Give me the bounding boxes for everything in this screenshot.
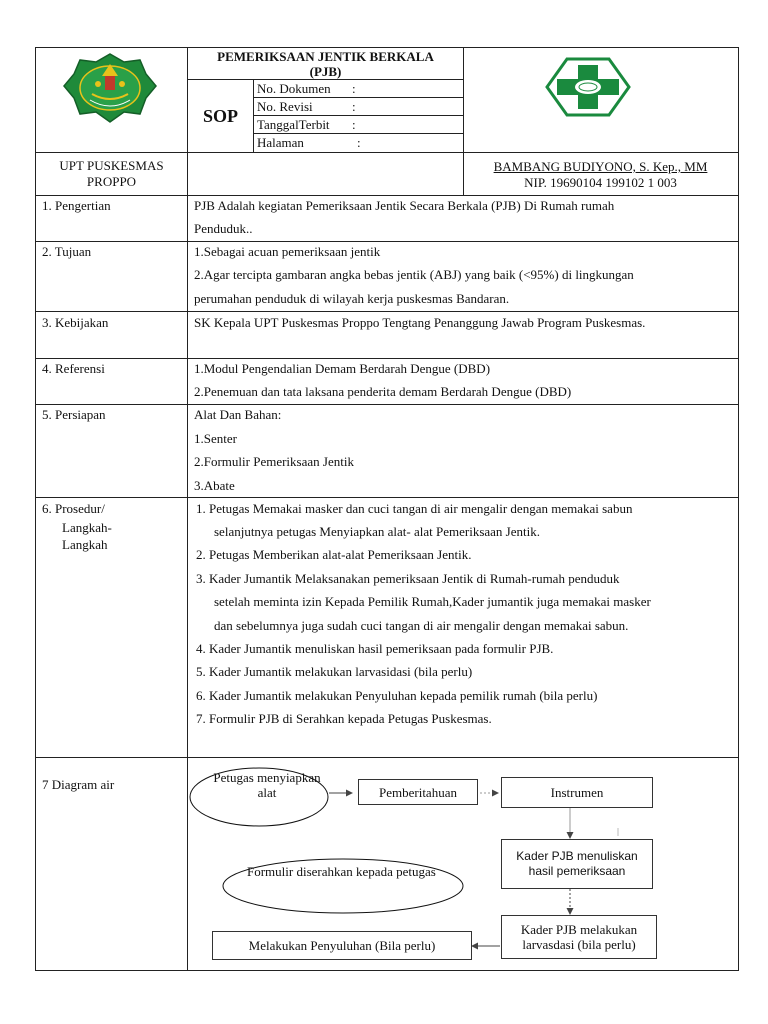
field-label: TanggalTerbit — [257, 117, 330, 132]
field-divider — [253, 133, 463, 134]
row-divider — [35, 241, 739, 242]
section-label-persiapan: 5. Persiapan — [42, 407, 106, 422]
flow-instrument-box — [501, 777, 653, 808]
flow-notification-box — [358, 779, 478, 805]
prosedur-step: 7. Formulir PJB di Serahkan kepada Petugas Puskesmas. — [196, 711, 492, 726]
field-sep: : — [352, 117, 356, 132]
field-divider — [253, 97, 463, 98]
document-title-abbrev: (PJB) — [309, 64, 342, 79]
flow-start-text: Petugas menyiapkan — [213, 770, 321, 785]
table-border-right — [738, 47, 739, 971]
section-label-pengertian: 1. Pengertian — [42, 198, 111, 213]
tujuan-text: perumahan penduduk di wilayah kerja puskesmas Bandaran. — [194, 291, 510, 306]
header-title-divider — [187, 79, 463, 80]
kebijakan-text: SK Kepala UPT Puskesmas Proppo Tengtang Penanggung Jawab Program Puskesmas. — [194, 315, 646, 330]
prosedur-step: 1. Petugas Memakai masker dan cuci tangan di air mengalir dengan memakai sabun — [196, 501, 633, 516]
pengertian-text: PJB Adalah kegiatan Pemeriksaan Jentik Secara Berkala (PJB) Di Rumah rumah — [194, 198, 615, 213]
flow-write-text: Kader PJB menuliskan — [516, 849, 638, 863]
section-label-kebijakan: 3. Kebijakan — [42, 315, 109, 330]
field-label: No. Revisi — [257, 99, 313, 114]
tujuan-text: 2.Agar tercipta gambaran angka bebas jentik (ABJ) yang baik (<95%) di lingkungan — [194, 267, 634, 282]
section-label-tujuan: 2. Tujuan — [42, 244, 92, 259]
flow-larva-text: larvasdasi (bila perlu) — [522, 937, 636, 952]
tujuan-text: 1.Sebagai acuan pemeriksaan jentik — [194, 244, 381, 259]
prosedur-step: 3. Kader Jumantik Melaksanakan pemeriksaan Jentik di Rumah-rumah penduduk — [196, 571, 620, 586]
row-divider — [35, 497, 739, 498]
flow-write-box — [501, 839, 653, 889]
row-divider — [35, 358, 739, 359]
section-label-prosedur: 6. Prosedur/ — [42, 501, 105, 516]
signatory-name: BAMBANG BUDIYONO, S. Kep., MM — [493, 159, 708, 174]
flow-counsel-text: Melakukan Penyuluhan (Bila perlu) — [248, 938, 436, 953]
prosedur-step: 2. Petugas Memberikan alat-alat Pemeriksaan Jentik. — [196, 547, 472, 562]
persiapan-text: 3.Abate — [194, 478, 235, 493]
flow-notification-text: Pemberitahuan — [379, 784, 457, 800]
row-divider — [35, 404, 739, 405]
flow-larva-text: Kader PJB melakukan — [520, 922, 638, 937]
puskesmas-cross-logo-icon — [545, 57, 631, 117]
table-border-bottom — [35, 970, 739, 971]
field-sep: : — [352, 81, 356, 96]
signatory-nip: NIP. 19690104 199102 1 003 — [524, 175, 677, 190]
flow-counsel-box — [212, 931, 472, 960]
persiapan-text: Alat Dan Bahan: — [194, 407, 282, 422]
field-sep: : — [357, 135, 361, 150]
organization-name: UPT PUSKESMAS — [59, 158, 164, 173]
prosedur-step: dan sebelumnya juga sudah cuci tangan di air mengalir dengan memakai sabun. — [214, 618, 629, 633]
flow-write-text: hasil pemeriksaan — [528, 864, 626, 878]
referensi-text: 2.Penemuan dan tata laksana penderita demam Berdarah Dengue (DBD) — [194, 384, 572, 399]
section-label-prosedur: Langkah- — [62, 520, 112, 535]
row-divider — [35, 311, 739, 312]
document-title: PEMERIKSAAN JENTIK BERKALA — [217, 49, 434, 64]
field-label: Halaman — [257, 135, 304, 150]
pengertian-text: Penduduk.. — [194, 221, 253, 236]
flow-start-text: alat — [257, 785, 277, 800]
field-divider — [253, 115, 463, 116]
organization-location: PROPPO — [86, 174, 137, 189]
prosedur-step: 6. Kader Jumantik melakukan Penyuluhan kepada pemilik rumah (bila perlu) — [196, 688, 598, 703]
flow-instrument-text: Instrumen — [550, 785, 604, 800]
section-label-referensi: 4. Referensi — [42, 361, 105, 376]
prosedur-step: selanjutnya petugas Menyiapkan alat- alat Pemeriksaan Jentik. — [214, 524, 540, 539]
prosedur-step: 4. Kader Jumantik menuliskan hasil pemeriksaan pada formulir PJB. — [196, 641, 554, 656]
persiapan-text: 1.Senter — [194, 431, 237, 446]
row-divider — [35, 152, 739, 153]
field-sep: : — [352, 99, 356, 114]
prosedur-step: 5. Kader Jumantik melakukan larvasidasi (bila perlu) — [196, 664, 473, 679]
section-label-prosedur: Langkah — [62, 537, 108, 552]
persiapan-text: 2.Formulir Pemeriksaan Jentik — [194, 454, 354, 469]
sop-label: SOP — [202, 106, 238, 126]
section-label-diagram: 7 Diagram air — [42, 777, 115, 792]
flow-handover-text: Formulir diserahkan kepada petugas — [247, 864, 436, 879]
row-divider — [35, 195, 739, 196]
table-border-top — [35, 47, 739, 48]
referensi-text: 1.Modul Pengendalian Demam Berdarah Dengue (DBD) — [194, 361, 491, 376]
prosedur-step: setelah meminta izin Kepada Pemilik Rumah,Kader jumantik juga memakai masker — [214, 594, 651, 609]
flow-larva-box — [501, 915, 657, 959]
regency-crest-logo-icon — [62, 52, 158, 124]
field-label: No. Dokumen — [257, 81, 331, 96]
